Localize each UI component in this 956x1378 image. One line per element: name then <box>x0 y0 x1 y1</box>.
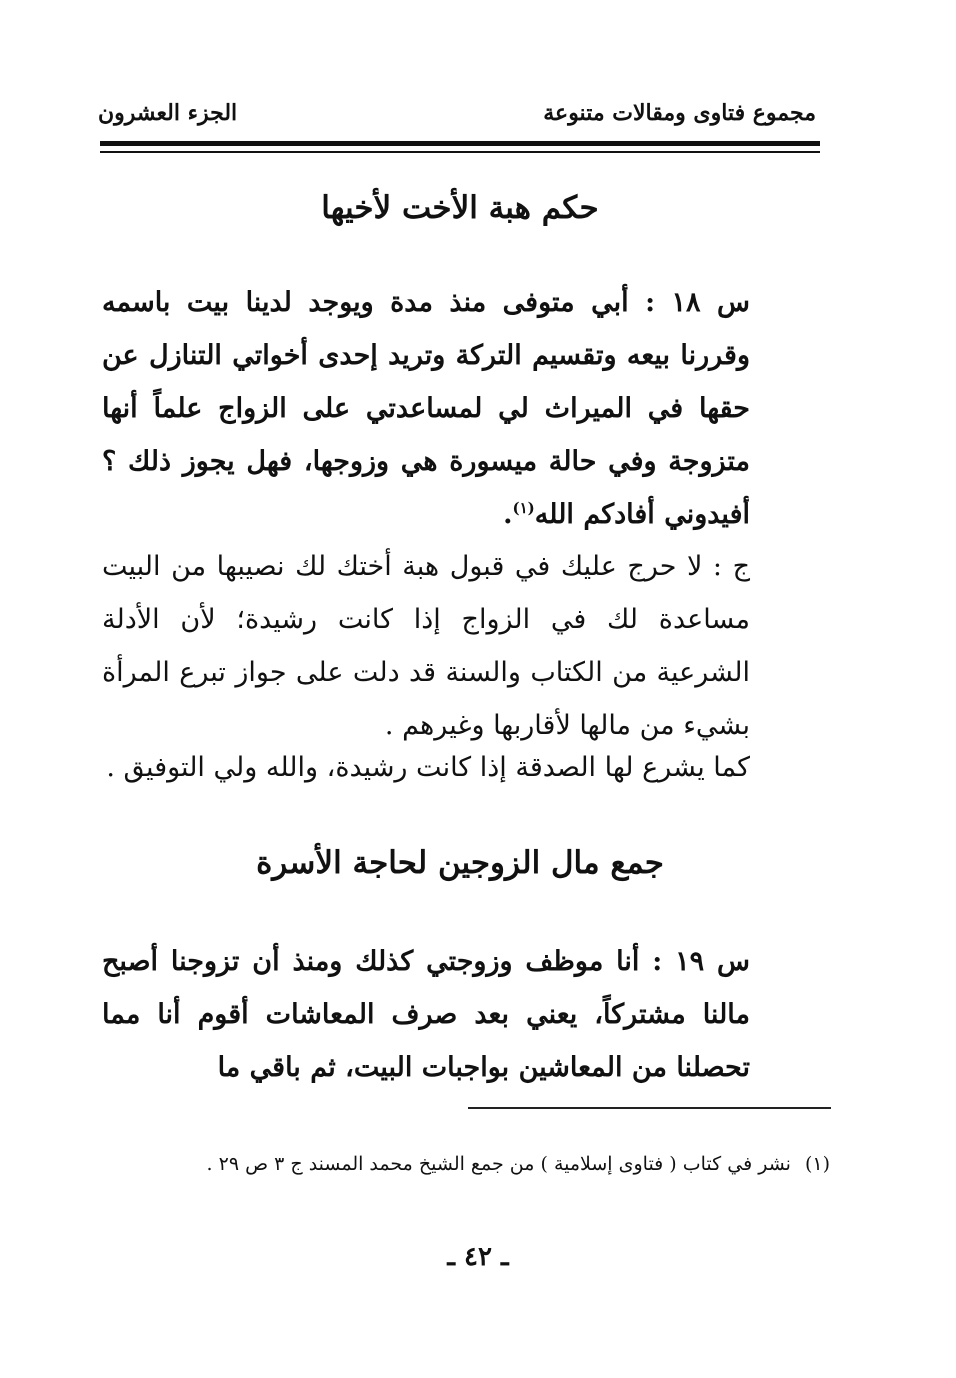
answer-18: ج : لا حرج عليك في قبول هبة أختك لك نصيبها من البيت مساعدة لك في الزواج إذا كانت رشيدة؛ لأن الأدلة الشرعية من الكتاب والسنة قد دلت على جواز تبرع المرأة بشيء من مالها لأقاربها وغيرهم . <box>102 551 750 741</box>
page-number: ـ ٤٢ ـ <box>447 1242 509 1272</box>
answer-18-continued: كما يشرع لها الصدقة إذا كانت رشيدة، والله ولي التوفيق . <box>106 752 750 783</box>
question-19: س ١٩ : أنا موظف وزوجتي كذلك ومنذ أن تزوجنا أصبح مالنا مشتركاً، يعني بعد صرف المعاشات أقوم أنا مما تحصلنا من المعاشين بواجبات البيت، ثم باقي ما <box>102 946 750 1083</box>
running-header-volume: الجزء العشرون <box>98 100 238 126</box>
footnote <box>110 1148 830 1181</box>
header-rule-thin <box>100 151 820 153</box>
header-rule-thick <box>100 141 820 146</box>
section-title-1: حكم هبة الأخت لأخيها <box>321 190 599 226</box>
running-header-book-title: مجموع فتاوى ومقالات متنوعة <box>543 100 816 126</box>
footnote-separator <box>468 1107 831 1109</box>
question-18-text: س ١٨ : أبي متوفى منذ مدة ويوجد لدينا بيت باسمه وقررنا بيعه وتقسيم التركة وتريد إحدى أخواتي التنازل عن حقها في الميراث لي لمساعدتي على الزواج علماً أنها متزوجة وفي حالة ميسورة هي وزوجها، فهل يجوز ذلك ؟ أفيدوني أفادكم الله <box>102 287 750 530</box>
footnote-number: (١) <box>804 1153 830 1175</box>
footnote-text: نشر في كتاب ( فتاوى إسلامية ) من جمع الشيخ محمد المسند ج ٣ ص ٢٩ . <box>206 1153 791 1175</box>
question-18-end: . <box>503 499 513 530</box>
footnote-ref: (١) <box>512 499 535 517</box>
section-title-2: جمع مال الزوجين لحاجة الأسرة <box>256 845 664 881</box>
question-18 <box>102 276 750 541</box>
